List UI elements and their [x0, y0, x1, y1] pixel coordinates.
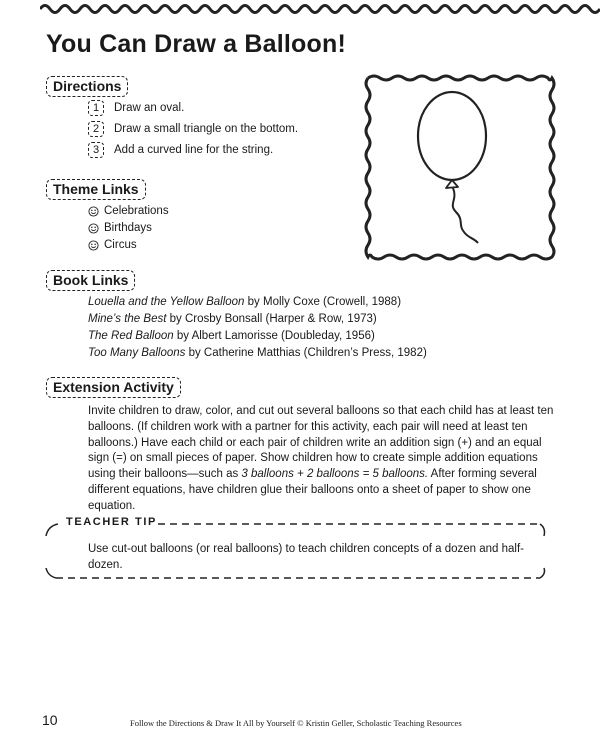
book-title: Mine’s the Best — [88, 313, 167, 325]
direction-step — [88, 142, 273, 158]
step-text: Draw an oval. — [114, 102, 185, 114]
teacher-tip-text: Use cut-out balloons (or real balloons) to teach children concepts of a dozen and half-dozen. — [88, 543, 524, 571]
extension-text-part: Invite children to draw, color, and cut out several balloons so that each child has at least ten balloons. (If children work with a partner for this activity, each pair will need at least ten balloons.) Have each child or each pair of children write an addition sign (+) and an equal sign (=) on small pieces of paper. Show children how to create simple addition equations using their balloons—such as — [88, 405, 554, 481]
book-info: by Albert Lamorisse (Doubleday, 1956) — [173, 330, 375, 342]
balloon-picture — [360, 70, 560, 265]
theme-link-item — [88, 222, 152, 234]
book-title: Too Many Balloons — [88, 347, 186, 359]
smiley-icon — [88, 240, 99, 251]
teacher-tip-title: TEACHER TIP — [66, 516, 157, 528]
extension-activity-label: Extension Activity — [46, 377, 181, 398]
direction-step — [88, 100, 184, 116]
top-wave-border — [40, 0, 600, 18]
book-title: The Red Balloon — [88, 330, 174, 342]
theme-link-item — [88, 239, 137, 251]
book-info: by Catherine Matthias (Children’s Press, 1982) — [185, 347, 427, 359]
smiley-icon — [88, 206, 99, 217]
directions-label: Directions — [46, 76, 128, 97]
theme-links-label: Theme Links — [46, 179, 146, 200]
book-link-item — [88, 347, 427, 359]
book-link-item — [88, 313, 377, 325]
book-link-item — [88, 330, 375, 342]
balloon-knot — [446, 180, 458, 188]
extension-activity-text — [88, 404, 558, 515]
balloon-oval — [418, 92, 486, 180]
book-info: by Crosby Bonsall (Harper & Row, 1973) — [166, 313, 377, 325]
footer-credit: Follow the Directions & Draw It All by Yourself © Kristin Geller, Scholastic Teaching Resources — [130, 718, 462, 728]
step-number: 2 — [88, 121, 104, 137]
theme-link-item — [88, 205, 169, 217]
book-info: by Molly Coxe (Crowell, 1988) — [244, 296, 402, 308]
step-number: 1 — [88, 100, 104, 116]
page-number: 10 — [42, 712, 58, 728]
theme-link-text: Celebrations — [104, 205, 169, 217]
book-link-item — [88, 296, 401, 308]
balloon-string — [453, 188, 478, 243]
theme-link-text: Circus — [104, 239, 137, 251]
step-text: Add a curved line for the string. — [114, 144, 274, 156]
theme-link-text: Birthdays — [104, 222, 152, 234]
extension-equation: 3 balloons + 2 balloons = 5 balloons. — [241, 468, 429, 481]
book-links-label: Book Links — [46, 270, 135, 291]
smiley-icon — [88, 223, 99, 234]
step-number: 3 — [88, 142, 104, 158]
extension-text-part: After forming several different equations, have children glue their balloons onto a sheet of paper to show one equation. — [88, 468, 537, 512]
direction-step — [88, 121, 298, 137]
book-title: Louella and the Yellow Balloon — [88, 296, 245, 308]
page-title: You Can Draw a Balloon! — [46, 30, 346, 58]
step-text: Draw a small triangle on the bottom. — [114, 123, 299, 135]
